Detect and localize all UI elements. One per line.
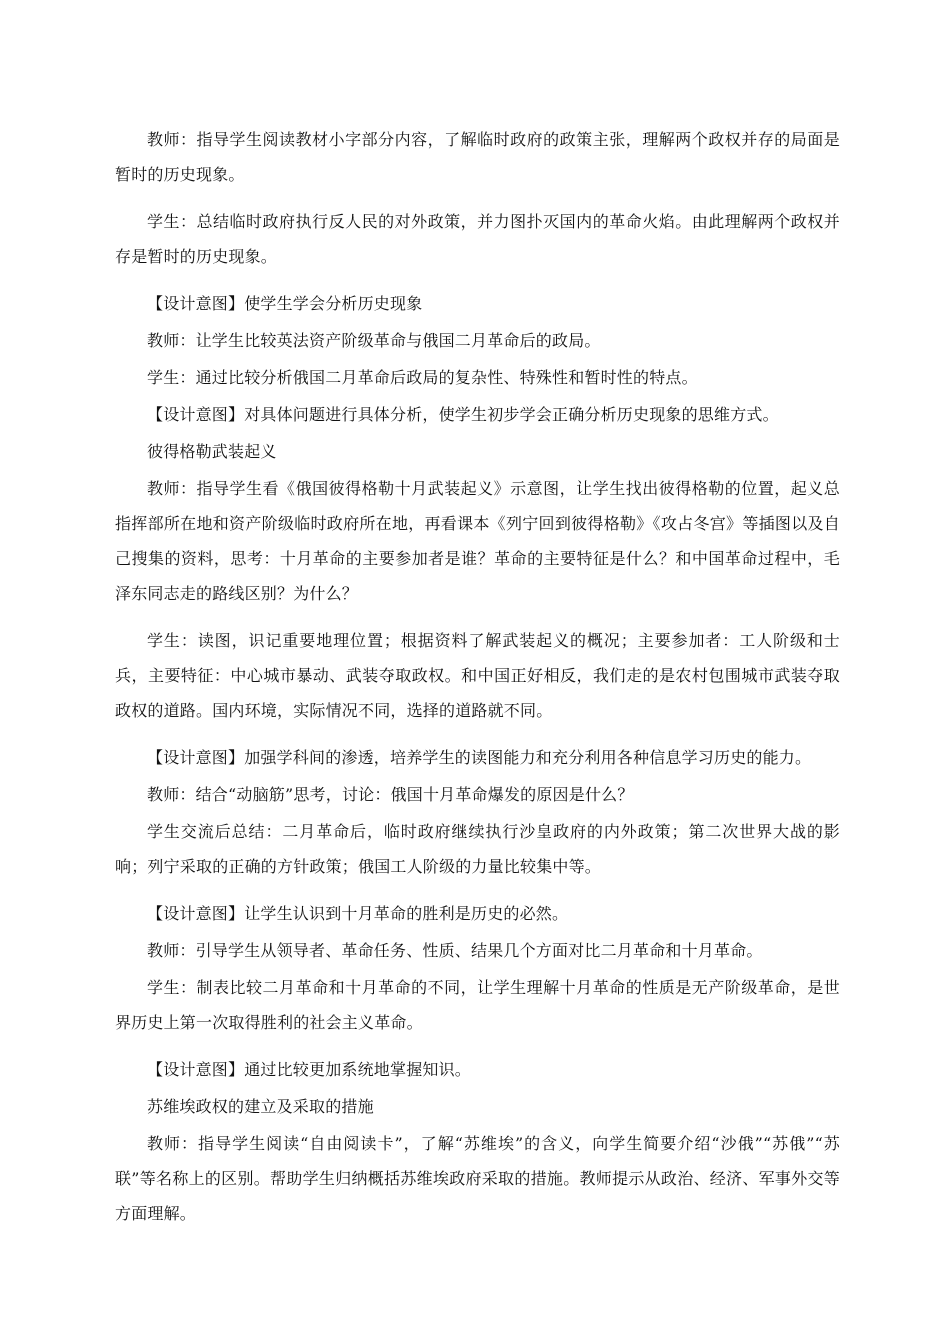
paragraph-design-intent-2: 【设计意图】对具体问题进行具体分析，使学生初步学会正确分析历史现象的思维方式。 xyxy=(147,405,779,424)
paragraph-design-intent-3: 【设计意图】加强学科间的渗透，培养学生的读图能力和充分利用各种信息学习历史的能力。 xyxy=(147,748,812,767)
paragraph-teacher-discussion: 教师：结合“动脑筋”思考，讨论：俄国十月革命爆发的原因是什么？ xyxy=(147,785,634,804)
paragraph-teacher-compare: 教师：让学生比较英法资产阶级革命与俄国二月革命后的政局。 xyxy=(147,331,601,350)
paragraph-design-intent-5: 【设计意图】通过比较更加系统地掌握知识。 xyxy=(147,1060,472,1079)
paragraph-teacher-uprising-map: 教师：指导学生看《俄国彼得格勒十月武装起义》示意图，让学生找出彼得格勒的位置，起义总指挥部所在地和资产阶级临时政府所在地，再看课本《列宁回到彼得格勒》《攻占冬宫》等插图以及自己搜集的资料，思考：十月革命的主要参加者是谁？革命的主要特征是什么？和中国革命过程中，毛泽东同志走的路线区别？为什么？ xyxy=(115,479,840,603)
paragraph-teacher-reading-card: 教师：指导学生阅读“自由阅读卡”，了解“苏维埃”的含义，向学生简要介绍“沙俄”“苏俄”“苏联”等名称上的区别。帮助学生归纳概括苏维埃政府采取的措施。教师提示从政治、经济、军事外交等方面理解。 xyxy=(115,1134,840,1223)
section-heading-soviet-regime: 苏维埃政权的建立及采取的措施 xyxy=(147,1097,374,1116)
paragraph-student-uprising: 学生：读图，识记重要地理位置；根据资料了解武装起义的概况；主要参加者：工人阶级和士兵，主要特征：中心城市暴动、武装夺取政权。和中国正好相反，我们走的是农村包围城市武装夺取政权的道路。国内环境，实际情况不同，选择的道路就不同。 xyxy=(115,631,840,720)
paragraph-teacher-provisional-gov: 教师：指导学生阅读教材小字部分内容，了解临时政府的政策主张，理解两个政权并存的局面是暂时的历史现象。 xyxy=(115,130,840,184)
paragraph-student-provisional-gov: 学生：总结临时政府执行反人民的对外政策，并力图扑灭国内的革命火焰。由此理解两个政权并存是暂时的历史现象。 xyxy=(115,212,840,266)
document-body xyxy=(115,122,840,1243)
paragraph-student-compare: 学生：通过比较分析俄国二月革命后政局的复杂性、特殊性和暂时性的特点。 xyxy=(147,368,698,387)
paragraph-design-intent-4: 【设计意图】让学生认识到十月革命的胜利是历史的必然。 xyxy=(147,904,569,923)
paragraph-teacher-contrast: 教师：引导学生从领导者、革命任务、性质、结果几个方面对比二月革命和十月革命。 xyxy=(147,941,763,960)
section-heading-petrograd-uprising: 彼得格勒武装起义 xyxy=(147,442,277,461)
paragraph-student-table: 学生：制表比较二月革命和十月革命的不同，让学生理解十月革命的性质是无产阶级革命，是世界历史上第一次取得胜利的社会主义革命。 xyxy=(115,978,840,1032)
paragraph-student-summary: 学生交流后总结：二月革命后，临时政府继续执行沙皇政府的内外政策；第二次世界大战的影响；列宁采取的正确的方针政策；俄国工人阶级的力量比较集中等。 xyxy=(115,822,840,876)
paragraph-design-intent-1: 【设计意图】使学生学会分析历史现象 xyxy=(147,294,423,313)
